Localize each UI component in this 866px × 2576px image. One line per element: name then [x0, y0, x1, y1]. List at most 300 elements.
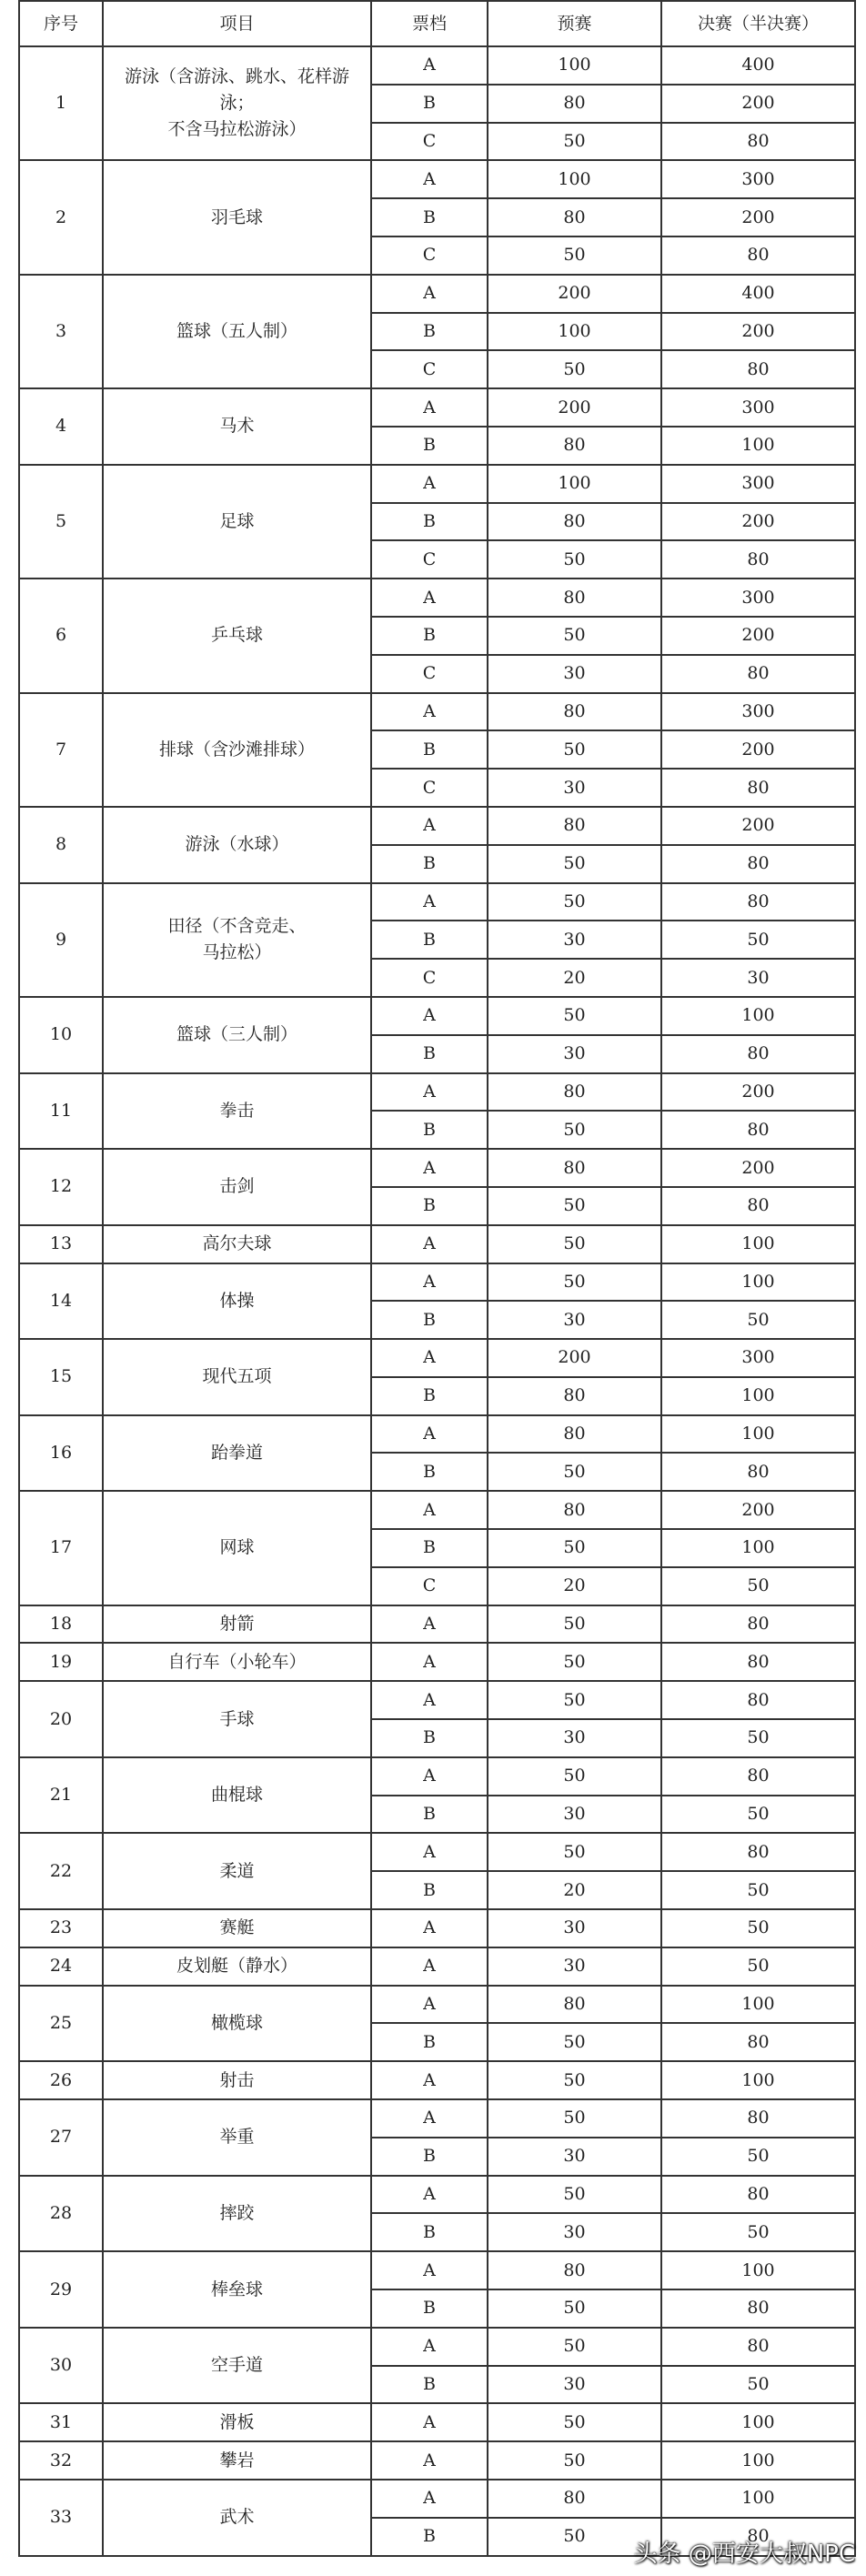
prelim-price: 30: [488, 921, 661, 959]
table-row: [19, 2099, 855, 2138]
final-price: 300: [661, 1339, 855, 1377]
row-number: 21: [19, 1757, 103, 1834]
ticket-tier: A: [371, 1947, 488, 1986]
project-name: 柔道: [103, 1833, 371, 1909]
ticket-tier: C: [371, 959, 488, 997]
prelim-price: 50: [488, 730, 661, 769]
final-price: 80: [661, 2099, 855, 2138]
prelim-price: 50: [488, 617, 661, 655]
ticket-tier: A: [371, 883, 488, 921]
ticket-tier: A: [371, 275, 488, 313]
ticket-tier: A: [371, 1149, 488, 1187]
prelim-price: 30: [488, 1909, 661, 1947]
row-number: 6: [19, 579, 103, 692]
final-price: 80: [661, 1833, 855, 1871]
table-row: [19, 2251, 855, 2289]
final-price: 50: [661, 1796, 855, 1834]
project-name: 射箭: [103, 1605, 371, 1644]
final-price: 200: [661, 730, 855, 769]
final-price: 100: [661, 2441, 855, 2480]
prelim-price: 80: [488, 2480, 661, 2518]
ticket-tier: B: [371, 503, 488, 541]
project-name: 羽毛球: [103, 160, 371, 274]
project-name: 足球: [103, 465, 371, 579]
final-price: 50: [661, 2213, 855, 2251]
project-name: 射击: [103, 2061, 371, 2099]
final-price: 80: [661, 2289, 855, 2328]
final-price: 100: [661, 1263, 855, 1302]
ticket-tier: A: [371, 46, 488, 85]
row-number: 27: [19, 2099, 103, 2176]
ticket-tier: A: [371, 2176, 488, 2214]
prelim-price: 80: [488, 807, 661, 845]
prelim-price: 80: [488, 693, 661, 731]
final-price: 80: [661, 1187, 855, 1225]
table-row: [19, 1986, 855, 2024]
row-number: 28: [19, 2176, 103, 2252]
final-price: 30: [661, 959, 855, 997]
ticket-tier: B: [371, 1111, 488, 1149]
prelim-price: 200: [488, 388, 661, 427]
ticket-tier: B: [371, 845, 488, 883]
ticket-tier: B: [371, 1453, 488, 1491]
final-price: 80: [661, 1605, 855, 1644]
prelim-price: 50: [488, 1643, 661, 1681]
prelim-price: 80: [488, 198, 661, 236]
prelim-price: 50: [488, 1529, 661, 1567]
ticket-tier: A: [371, 2099, 488, 2138]
row-number: 1: [19, 46, 103, 160]
final-price: 80: [661, 655, 855, 693]
table-row: [19, 1491, 855, 1529]
final-price: 100: [661, 997, 855, 1035]
ticket-tier: B: [371, 2023, 488, 2061]
ticket-price-table: [18, 0, 856, 2557]
prelim-price: 50: [488, 1833, 661, 1871]
ticket-tier: A: [371, 2328, 488, 2366]
final-price: 80: [661, 1453, 855, 1491]
prelim-price: 80: [488, 1986, 661, 2024]
final-price: 300: [661, 579, 855, 617]
final-price: 50: [661, 1719, 855, 1757]
table-row: [19, 1681, 855, 1719]
prelim-price: 50: [488, 1225, 661, 1263]
ticket-tier: B: [371, 1301, 488, 1339]
final-price: 80: [661, 2328, 855, 2366]
prelim-price: 50: [488, 2061, 661, 2099]
ticket-tier: A: [371, 2403, 488, 2441]
final-price: 50: [661, 2138, 855, 2176]
prelim-price: 50: [488, 1605, 661, 1644]
prelim-price: 30: [488, 1719, 661, 1757]
table-row: [19, 2480, 855, 2518]
prelim-price: 80: [488, 427, 661, 465]
prelim-price: 30: [488, 1947, 661, 1986]
ticket-tier: A: [371, 388, 488, 427]
table-row: [19, 465, 855, 503]
table-row: [19, 1833, 855, 1871]
row-number: 7: [19, 693, 103, 807]
header-final: 决赛（半决赛）: [661, 1, 855, 46]
table-row: [19, 1339, 855, 1377]
table-row: [19, 883, 855, 921]
project-name: 篮球（三人制）: [103, 997, 371, 1073]
project-name: 游泳（水球）: [103, 807, 371, 883]
final-price: 80: [661, 540, 855, 579]
final-price: 300: [661, 388, 855, 427]
prelim-price: 200: [488, 1339, 661, 1377]
ticket-tier: B: [371, 617, 488, 655]
prelim-price: 50: [488, 123, 661, 161]
prelim-price: 50: [488, 2023, 661, 2061]
project-name: 田径（不含竞走、 马拉松）: [103, 883, 371, 997]
ticket-tier: A: [371, 1643, 488, 1681]
ticket-tier: B: [371, 1529, 488, 1567]
prelim-price: 50: [488, 2289, 661, 2328]
final-price: 100: [661, 2061, 855, 2099]
prelim-price: 200: [488, 275, 661, 313]
table-row: [19, 388, 855, 427]
row-number: 17: [19, 1491, 103, 1605]
final-price: 100: [661, 2251, 855, 2289]
prelim-price: 20: [488, 1567, 661, 1605]
ticket-tier: C: [371, 350, 488, 388]
header-prelim: 预赛: [488, 1, 661, 46]
prelim-price: 50: [488, 236, 661, 275]
table-row: [19, 2403, 855, 2441]
final-price: 80: [661, 123, 855, 161]
table-row: [19, 160, 855, 198]
table-row: [19, 1073, 855, 1112]
final-price: 100: [661, 1225, 855, 1263]
ticket-tier: B: [371, 198, 488, 236]
prelim-price: 30: [488, 1301, 661, 1339]
ticket-tier: A: [371, 465, 488, 503]
ticket-tier: C: [371, 1567, 488, 1605]
prelim-price: 50: [488, 1111, 661, 1149]
table-row: [19, 1605, 855, 1644]
ticket-tier: A: [371, 2251, 488, 2289]
prelim-price: 80: [488, 1377, 661, 1415]
ticket-tier: B: [371, 1377, 488, 1415]
final-price: 50: [661, 1567, 855, 1605]
ticket-tier: B: [371, 1719, 488, 1757]
table-row: [19, 2061, 855, 2099]
prelim-price: 80: [488, 1149, 661, 1187]
ticket-tier: B: [371, 1187, 488, 1225]
table-row: [19, 997, 855, 1035]
ticket-tier: B: [371, 1035, 488, 1073]
row-number: 4: [19, 388, 103, 465]
project-name: 滑板: [103, 2403, 371, 2441]
final-price: 200: [661, 313, 855, 351]
final-price: 300: [661, 160, 855, 198]
prelim-price: 50: [488, 1263, 661, 1302]
ticket-tier: A: [371, 1681, 488, 1719]
project-name: 攀岩: [103, 2441, 371, 2480]
ticket-tier: A: [371, 1225, 488, 1263]
prelim-price: 30: [488, 1796, 661, 1834]
prelim-price: 80: [488, 1415, 661, 1454]
final-price: 200: [661, 807, 855, 845]
final-price: 300: [661, 693, 855, 731]
final-price: 80: [661, 883, 855, 921]
ticket-tier: B: [371, 313, 488, 351]
ticket-tier: B: [371, 2289, 488, 2328]
ticket-tier: C: [371, 540, 488, 579]
project-name: 自行车（小轮车）: [103, 1643, 371, 1681]
table-row: [19, 1947, 855, 1986]
row-number: 25: [19, 1986, 103, 2062]
prelim-price: 50: [488, 883, 661, 921]
row-number: 14: [19, 1263, 103, 1340]
final-price: 80: [661, 769, 855, 807]
final-price: 200: [661, 1073, 855, 1112]
prelim-price: 30: [488, 2138, 661, 2176]
prelim-price: 50: [488, 2176, 661, 2214]
final-price: 100: [661, 2403, 855, 2441]
ticket-tier: B: [371, 2138, 488, 2176]
ticket-tier: A: [371, 1909, 488, 1947]
ticket-tier: B: [371, 1796, 488, 1834]
table-row: [19, 1225, 855, 1263]
prelim-price: 50: [488, 2403, 661, 2441]
prelim-price: 30: [488, 769, 661, 807]
prelim-price: 50: [488, 997, 661, 1035]
header-tier: 票档: [371, 1, 488, 46]
ticket-tier: A: [371, 1833, 488, 1871]
project-name: 赛艇: [103, 1909, 371, 1947]
table-row: [19, 2328, 855, 2366]
row-number: 12: [19, 1149, 103, 1225]
prelim-price: 20: [488, 959, 661, 997]
ticket-tier: C: [371, 655, 488, 693]
table-row: [19, 807, 855, 845]
table-row: [19, 46, 855, 85]
project-name: 马术: [103, 388, 371, 465]
ticket-tier: B: [371, 427, 488, 465]
project-name: 排球（含沙滩排球）: [103, 693, 371, 807]
prelim-price: 100: [488, 46, 661, 85]
prelim-price: 30: [488, 2366, 661, 2404]
prelim-price: 80: [488, 2251, 661, 2289]
ticket-tier: B: [371, 2366, 488, 2404]
row-number: 33: [19, 2480, 103, 2556]
ticket-tier: A: [371, 1605, 488, 1644]
ticket-tier: A: [371, 2061, 488, 2099]
ticket-tier: B: [371, 2518, 488, 2556]
project-name: 武术: [103, 2480, 371, 2556]
prelim-price: 50: [488, 2328, 661, 2366]
final-price: 80: [661, 1111, 855, 1149]
table-row: [19, 1909, 855, 1947]
prelim-price: 50: [488, 2518, 661, 2556]
row-number: 2: [19, 160, 103, 274]
prelim-price: 50: [488, 1187, 661, 1225]
ticket-tier: A: [371, 1263, 488, 1302]
row-number: 5: [19, 465, 103, 579]
header-no: 序号: [19, 1, 103, 46]
project-name: 游泳（含游泳、跳水、花样游泳； 不含马拉松游泳）: [103, 46, 371, 160]
project-name: 棒垒球: [103, 2251, 371, 2328]
row-number: 19: [19, 1643, 103, 1681]
ticket-tier: B: [371, 921, 488, 959]
project-name: 高尔夫球: [103, 1225, 371, 1263]
prelim-price: 100: [488, 160, 661, 198]
prelim-price: 100: [488, 465, 661, 503]
row-number: 13: [19, 1225, 103, 1263]
final-price: 50: [661, 1871, 855, 1909]
final-price: 80: [661, 1757, 855, 1796]
final-price: 80: [661, 236, 855, 275]
final-price: 100: [661, 1986, 855, 2024]
project-name: 橄榄球: [103, 1986, 371, 2062]
ticket-tier: A: [371, 997, 488, 1035]
project-name: 跆拳道: [103, 1415, 371, 1492]
ticket-tier: A: [371, 1986, 488, 2024]
row-number: 10: [19, 997, 103, 1073]
ticket-tier: B: [371, 730, 488, 769]
table-row: [19, 1149, 855, 1187]
project-name: 乒乓球: [103, 579, 371, 692]
table-row: [19, 275, 855, 313]
prelim-price: 50: [488, 2441, 661, 2480]
ticket-tier: A: [371, 2441, 488, 2480]
row-number: 26: [19, 2061, 103, 2099]
project-name: 拳击: [103, 1073, 371, 1150]
ticket-tier: A: [371, 1491, 488, 1529]
prelim-price: 100: [488, 313, 661, 351]
header-project: 项目: [103, 1, 371, 46]
final-price: 200: [661, 198, 855, 236]
final-price: 80: [661, 350, 855, 388]
final-price: 200: [661, 503, 855, 541]
row-number: 15: [19, 1339, 103, 1415]
final-price: 50: [661, 2366, 855, 2404]
final-price: 200: [661, 617, 855, 655]
table-row: [19, 1643, 855, 1681]
project-name: 网球: [103, 1491, 371, 1605]
ticket-tier: B: [371, 1871, 488, 1909]
final-price: 80: [661, 845, 855, 883]
header-row: [19, 1, 855, 46]
prelim-price: 50: [488, 845, 661, 883]
project-name: 曲棍球: [103, 1757, 371, 1834]
ticket-tier: A: [371, 160, 488, 198]
project-name: 现代五项: [103, 1339, 371, 1415]
row-number: 23: [19, 1909, 103, 1947]
row-number: 11: [19, 1073, 103, 1150]
final-price: 80: [661, 1643, 855, 1681]
final-price: 200: [661, 85, 855, 123]
ticket-tier: A: [371, 1339, 488, 1377]
final-price: 400: [661, 275, 855, 313]
row-number: 9: [19, 883, 103, 997]
ticket-tier: A: [371, 2480, 488, 2518]
row-number: 8: [19, 807, 103, 883]
project-name: 击剑: [103, 1149, 371, 1225]
final-price: 100: [661, 1529, 855, 1567]
table-row: [19, 2441, 855, 2480]
final-price: 50: [661, 1301, 855, 1339]
table-row: [19, 579, 855, 617]
project-name: 手球: [103, 1681, 371, 1757]
final-price: 80: [661, 1681, 855, 1719]
prelim-price: 20: [488, 1871, 661, 1909]
final-price: 80: [661, 2023, 855, 2061]
project-name: 摔跤: [103, 2176, 371, 2252]
row-number: 30: [19, 2328, 103, 2404]
final-price: 100: [661, 1415, 855, 1454]
prelim-price: 50: [488, 1681, 661, 1719]
final-price: 80: [661, 1035, 855, 1073]
prelim-price: 50: [488, 350, 661, 388]
prelim-price: 80: [488, 503, 661, 541]
table-row: [19, 1263, 855, 1302]
row-number: 29: [19, 2251, 103, 2328]
ticket-tier: C: [371, 123, 488, 161]
row-number: 20: [19, 1681, 103, 1757]
ticket-tier: A: [371, 579, 488, 617]
row-number: 22: [19, 1833, 103, 1909]
ticket-tier: A: [371, 693, 488, 731]
row-number: 16: [19, 1415, 103, 1492]
final-price: 300: [661, 465, 855, 503]
project-name: 皮划艇（静水）: [103, 1947, 371, 1986]
project-name: 篮球（五人制）: [103, 275, 371, 388]
ticket-tier: A: [371, 1073, 488, 1112]
final-price: 50: [661, 921, 855, 959]
final-price: 100: [661, 427, 855, 465]
row-number: 31: [19, 2403, 103, 2441]
table-row: [19, 1415, 855, 1454]
ticket-tier: A: [371, 1415, 488, 1454]
prelim-price: 50: [488, 540, 661, 579]
prelim-price: 80: [488, 579, 661, 617]
prelim-price: 50: [488, 2099, 661, 2138]
watermark: 头条 @西安大叔NPC: [633, 2541, 855, 2568]
table-row: [19, 2176, 855, 2214]
ticket-tier: B: [371, 85, 488, 123]
final-price: 50: [661, 1909, 855, 1947]
prelim-price: 80: [488, 1491, 661, 1529]
prelim-price: 30: [488, 2213, 661, 2251]
prelim-price: 80: [488, 1073, 661, 1112]
table-row: [19, 1757, 855, 1796]
final-price: 80: [661, 2176, 855, 2214]
final-price: 100: [661, 2480, 855, 2518]
row-number: 24: [19, 1947, 103, 1986]
final-price: 50: [661, 1947, 855, 1986]
final-price: 200: [661, 1491, 855, 1529]
ticket-tier: B: [371, 2213, 488, 2251]
prelim-price: 50: [488, 1757, 661, 1796]
ticket-tier: C: [371, 769, 488, 807]
final-price: 200: [661, 1149, 855, 1187]
ticket-tier: A: [371, 807, 488, 845]
prelim-price: 50: [488, 1453, 661, 1491]
final-price: 100: [661, 1377, 855, 1415]
row-number: 32: [19, 2441, 103, 2480]
ticket-tier: A: [371, 1757, 488, 1796]
project-name: 体操: [103, 1263, 371, 1340]
ticket-tier: C: [371, 236, 488, 275]
row-number: 3: [19, 275, 103, 388]
prelim-price: 80: [488, 85, 661, 123]
prelim-price: 30: [488, 655, 661, 693]
row-number: 18: [19, 1605, 103, 1644]
project-name: 举重: [103, 2099, 371, 2176]
